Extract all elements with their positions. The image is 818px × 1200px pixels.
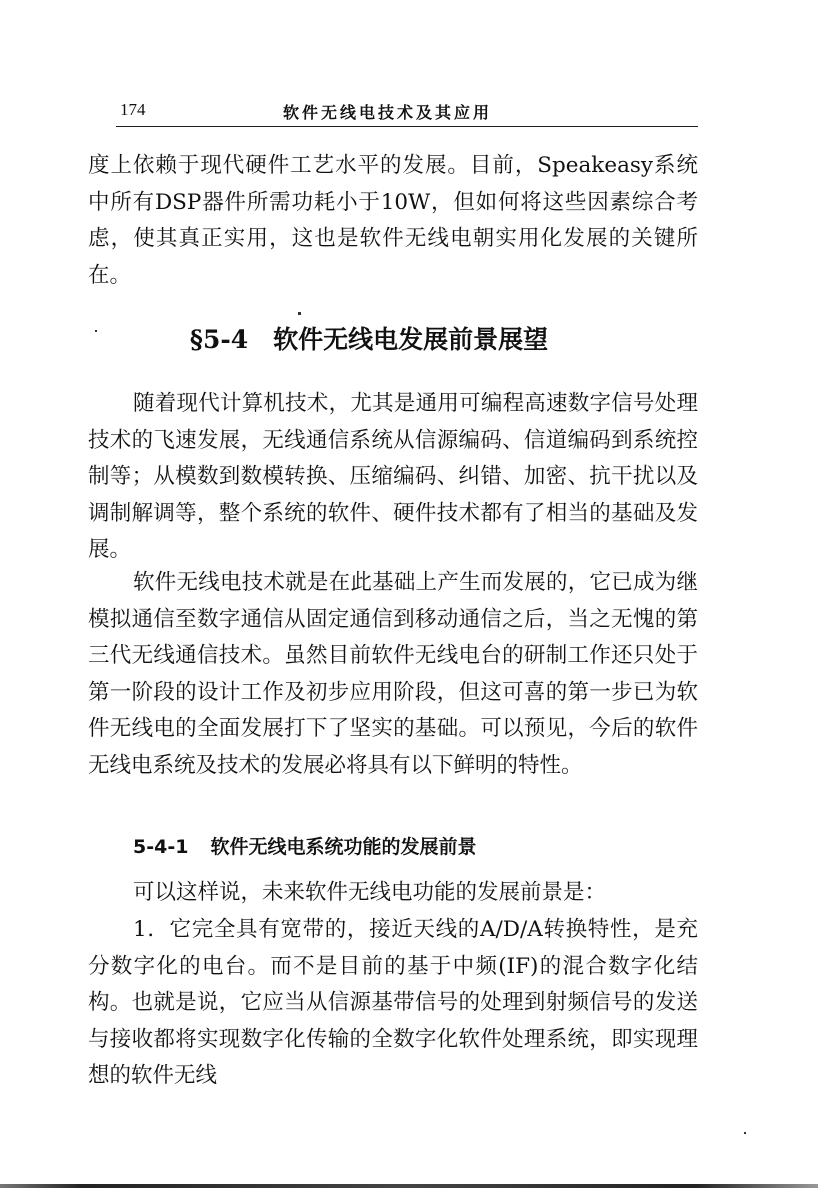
scan-dot: [298, 312, 301, 315]
page-header: [88, 92, 698, 132]
paragraph-2: 软件无线电技术就是在此基础上产生而发展的，它已成为继模拟通信至数字通信从固定通信到移动通信之后，当之无愧的第三代无线通信技术。虽然目前软件无线电台的研制工作还只处于第一阶段的设计工作及初步应用阶段，但这可喜的第一步已为软件无线电的全面发展打下了坚实的基础。可以预见，今后的软件无线电系统及技术的发展必将具有以下鲜明的特性。: [88, 570, 698, 778]
page-number: 174: [120, 100, 146, 119]
intro-paragraph: 度上依赖于现代硬件工艺水平的发展。目前，Speakeasy系统中所有DSP器件所需功耗小于10W，但如何将这些因素综合考虑，使其真正实用，这也是软件无线电朝实用化发展的关键所在。: [88, 153, 698, 288]
scan-dot: [95, 330, 97, 332]
section-title-text: §5-4 软件无线电发展前景展望: [189, 325, 549, 354]
header-rule: [116, 126, 698, 127]
section-title: [0, 320, 818, 356]
scan-dot: [744, 1132, 746, 1134]
scan-bottom-edge: [0, 1184, 818, 1188]
subsection-number: 5-4-1: [133, 836, 189, 858]
paragraph-1: 随着现代计算机技术，尤其是通用可编程高速数字信号处理技术的飞速发展，无线通信系统从信源编码、信道编码到系统控制等；从模数到数模转换、压缩编码、纠错、加密、抗干扰以及调制解调等，整个系统的软件、硬件技术都有了相当的基础及发展。: [88, 391, 698, 562]
paragraph-4: 1．它完全具有宽带的，接近天线的A/D/A转换特性，是充分数字化的电台。而不是目前的基于中频(IF)的混合数字化结构。也就是说，它应当从信源基带信号的处理到射频信号的发送与接收都将实现数字化传输的全数字化软件处理系统，即实现理想的软件无线: [88, 917, 698, 1088]
subsection-title-text: 软件无线电系统功能的发展前景: [210, 836, 477, 858]
running-title: 软件无线电技术及其应用: [283, 103, 493, 122]
paragraph-3: 可以这样说，未来软件无线电功能的发展前景是：: [133, 880, 607, 905]
subsection-title: [133, 832, 476, 859]
